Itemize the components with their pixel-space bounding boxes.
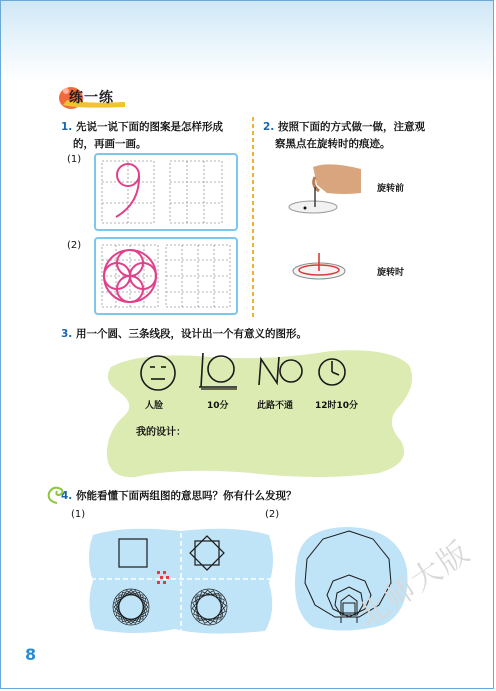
question-1-text-line1: 先说一说下面的图案是怎样形成 xyxy=(75,121,223,133)
example-label-ten-points: 10分 xyxy=(207,401,229,411)
page-number: 8 xyxy=(25,645,37,664)
publisher-watermark: 北师大版 xyxy=(351,534,478,635)
question-2-text-line1: 按照下面的方式做一做，注意观 xyxy=(277,121,425,133)
label-before-rotation: 旋转前 xyxy=(377,184,405,194)
example-label-clock: 12时10分 xyxy=(315,401,359,411)
question-1-text-line2: 的，再画一画。 xyxy=(73,138,147,150)
question-1 xyxy=(61,119,257,153)
question-4-item-1-label: (1) xyxy=(71,509,86,520)
pattern-card-2 xyxy=(94,237,238,315)
comma-pattern-figure xyxy=(96,155,236,229)
section-title: 练一练 xyxy=(69,90,114,106)
question-3 xyxy=(61,326,307,343)
question-3-number: 3. xyxy=(61,328,73,340)
flower-pattern-figure xyxy=(96,239,236,313)
label-during-rotation: 旋转时 xyxy=(377,268,405,278)
example-label-no-entry: 此路不通 xyxy=(257,401,294,411)
example-label-face: 人脸 xyxy=(145,401,164,411)
question-4-number: 4. xyxy=(61,490,73,502)
question-3-text: 用一个圆、三条线段，设计出一个有意义的图形。 xyxy=(75,328,307,340)
question-2 xyxy=(263,119,463,153)
pattern-card-1 xyxy=(94,153,238,231)
face-example-figure xyxy=(136,353,180,393)
column-divider xyxy=(251,117,255,319)
spinning-disk-during-figure xyxy=(289,251,351,285)
ten-points-example-figure xyxy=(197,349,241,393)
spinning-disk-before-figure xyxy=(285,163,365,217)
question-2-text-line2: 察黑点在旋转时的痕迹。 xyxy=(275,138,391,150)
question-1-item-2-label: (2) xyxy=(67,240,82,251)
question-1-item-1-label: (1) xyxy=(67,154,82,165)
question-1-number: 1. xyxy=(61,121,73,133)
question-4 xyxy=(61,488,296,505)
question-4-text: 你能看懂下面两组图的意思吗？你有什么发现？ xyxy=(75,490,297,502)
question-4-item-2-label: (2) xyxy=(265,509,280,520)
no-entry-example-figure xyxy=(255,353,305,389)
clock-example-figure xyxy=(315,355,349,389)
question-2-number: 2. xyxy=(263,121,275,133)
my-design-label: 我的设计： xyxy=(136,427,186,438)
rotation-patterns-figure-1 xyxy=(85,521,277,637)
